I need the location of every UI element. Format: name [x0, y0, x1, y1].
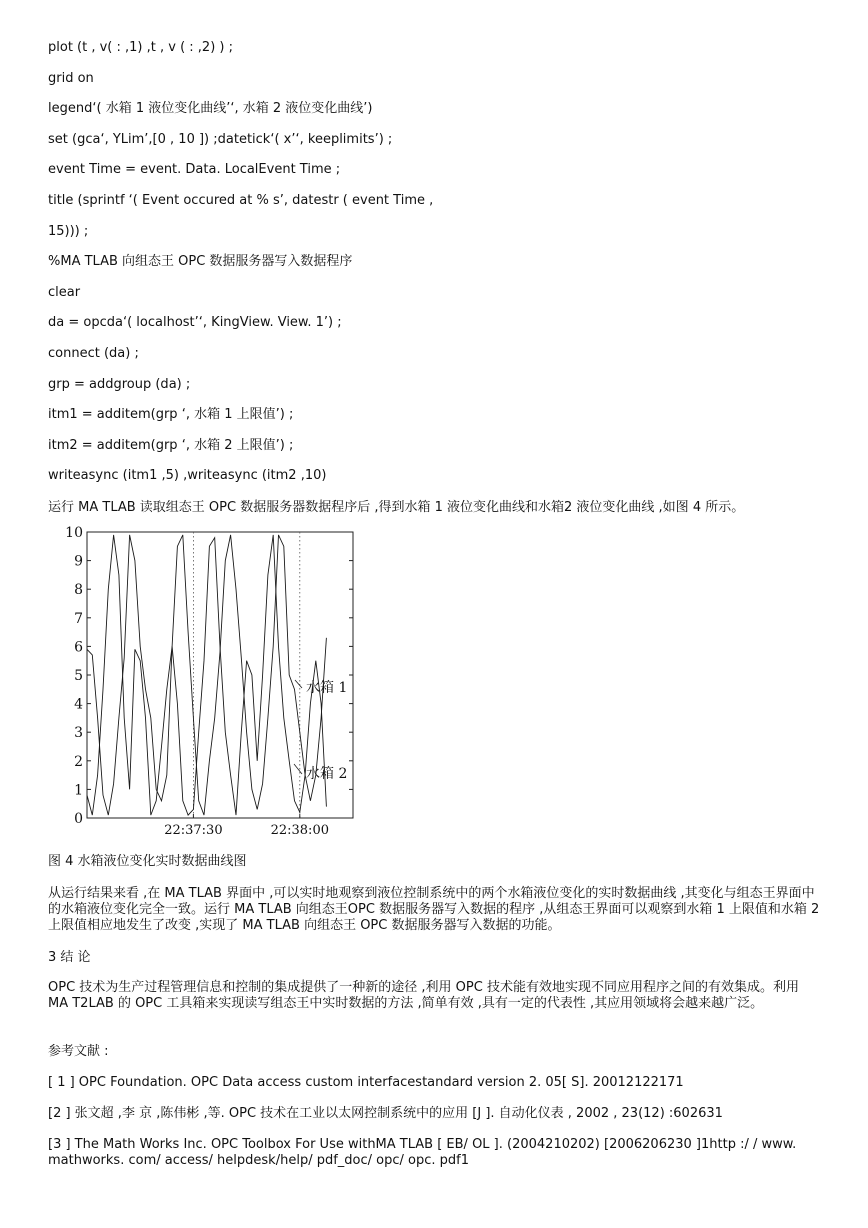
code-line: clear	[48, 284, 81, 300]
code-line: title (sprintf ‘( Event occured at % s’, datestr ( event Time ,	[48, 193, 434, 208]
reference-item: [3 ] The Math Works Inc. OPC Toolbox For Use withMA TLAB [ EB/ OL ]. (2004210202) [2006206230 ]1http :/ / www. mathworks. com/ access/ helpdesk/help/ pdf_doc/ opc/ opc. pdf1	[48, 1137, 797, 1168]
series-line-2	[87, 535, 326, 815]
y-tick-label: 2	[74, 753, 83, 770]
reference-item: [ 1 ] OPC Foundation. OPC Data access custom interfacestandard version 2. 05[ S]. 20012122171	[48, 1075, 684, 1090]
code-line: event Time = event. Data. LocalEvent Time ;	[48, 162, 341, 178]
code-line: itm1 = additem(grp ‘, 水箱 1 上限值’) ;	[48, 407, 294, 423]
code-line: 15))) ;	[48, 223, 89, 239]
y-tick-label: 3	[74, 725, 83, 742]
code-line: plot (t , v( : ,1) ,t , v ( : ,2) ) ;	[48, 40, 233, 55]
code-line: itm2 = additem(grp ‘, 水箱 2 上限值’) ;	[48, 437, 294, 453]
y-tick-label: 0	[74, 811, 83, 827]
intro-paragraph: 运行 MA TLAB 读取组态王 OPC 数据服务器数据程序后 ,得到水箱 1 液位变化曲线和水箱2 液位变化曲线 ,如图 4 所示。	[48, 500, 745, 515]
code-line: da = opcda‘( localhost’‘, KingView. View. 1’) ;	[48, 315, 342, 331]
y-tick-label: 8	[74, 582, 83, 599]
code-line: %MA TLAB 向组态王 OPC 数据服务器写入数据程序	[48, 254, 353, 270]
code-line: writeasync (itm1 ,5) ,writeasync (itm2 ,10)	[48, 468, 327, 484]
x-tick-label: 22:38:00	[270, 823, 329, 838]
y-tick-label: 7	[74, 610, 83, 627]
y-tick-label: 9	[74, 553, 83, 570]
y-tick-label: 4	[74, 696, 83, 713]
series-annotation: 水箱 1	[306, 680, 348, 696]
y-tick-label: 1	[74, 782, 83, 799]
code-line: set (gca‘, YLim’,[0 , 10 ]) ;datetick‘( x’‘, keeplimits’) ;	[48, 131, 393, 147]
series-annotation: 水箱 2	[306, 766, 348, 782]
y-tick-label: 10	[65, 525, 83, 541]
level-curve-chart	[40, 520, 380, 840]
x-tick-label: 22:37:30	[164, 823, 223, 838]
annotation-leader	[295, 680, 302, 688]
y-tick-label: 5	[74, 668, 83, 684]
references-heading: 参考文献 :	[48, 1044, 109, 1059]
code-line: grid on	[48, 70, 94, 86]
code-line: legend‘( 水箱 1 液位变化曲线’‘, 水箱 2 液位变化曲线’)	[48, 101, 373, 117]
reference-item: [2 ] 张文超 ,李 京 ,陈伟彬 ,等. OPC 技术在工业以太网控制系统中的应用 [J ]. 自动化仪表 , 2002 , 23(12) :602631	[48, 1106, 723, 1121]
code-line: connect (da) ;	[48, 346, 139, 361]
conclusion-paragraph: OPC 技术为生产过程管理信息和控制的集成提供了一种新的途径 ,利用 OPC 技术能有效地实现不同应用程序之间的有效集成。利用 MA T2LAB 的 OPC 工具箱来实现读写组态王中实时数据的方法 ,简单有效 ,具有一定的代表性 ,其应用领域将会越来越广泛。	[48, 980, 799, 1011]
section-heading: 3 结 论	[48, 950, 91, 965]
result-paragraph: 从运行结果来看 ,在 MA TLAB 界面中 ,可以实时地观察到液位控制系统中的两个水箱液位变化的实时数据曲线 ,其变化与组态王界面中的水箱液位变化完全一致。运行 MA TLAB 向组态王OPC 数据服务器写入数据的程序 ,从组态王界面可以观察到水箱 1 上限值和水箱 2 上限值相应地发生了改变 ,实现了 MA TLAB 向组态王 OPC 数据服务器写入数据的功能。	[48, 886, 820, 933]
figure-caption: 图 4 水箱液位变化实时数据曲线图	[48, 854, 247, 869]
code-line: grp = addgroup (da) ;	[48, 376, 191, 392]
annotation-leader	[294, 764, 302, 774]
y-tick-label: 6	[74, 639, 83, 656]
